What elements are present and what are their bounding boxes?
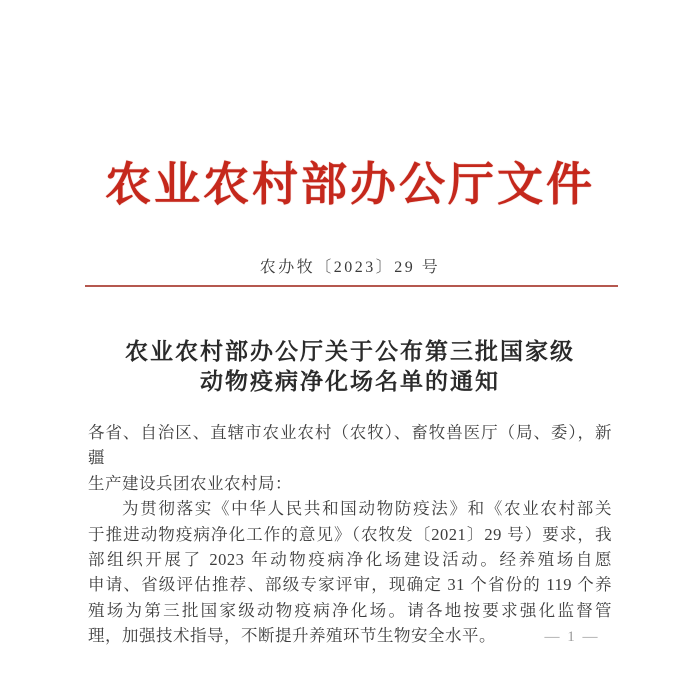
body-line-paragraph-6: 理，加强技术指导，不断提升养殖环节生物安全水平。	[88, 626, 496, 646]
body-line-salutation-1: 各省、自治区、直辖市农业农村（农牧）、畜牧兽医厅（局、委），新疆	[88, 423, 612, 468]
red-separator-rule	[85, 285, 618, 287]
body-line-paragraph-1: 为贯彻落实《中华人民共和国动物防疫法》和《农业农村部关	[122, 499, 612, 519]
body-line-paragraph-4: 申请、省级评估推荐、部级专家评审，现确定 31 个省份的 119 个养	[88, 575, 612, 595]
body-line-salutation-2: 生产建设兵团农业农村局：	[88, 473, 292, 493]
body-line-paragraph-5: 殖场为第三批国家级动物疫病净化场。请各地按要求强化监督管	[88, 600, 612, 620]
document-number: 农办牧〔2023〕29 号	[259, 259, 441, 276]
notice-title-line-2: 动物疫病净化场名单的通知	[200, 369, 500, 394]
notice-body	[88, 420, 612, 649]
body-line-paragraph-2: 于推进动物疫病净化工作的意见》（农牧发〔2021〕29 号）要求，我	[88, 524, 612, 544]
body-line-paragraph-3: 部组织开展了 2023 年动物疫病净化场建设活动。经养殖场自愿	[88, 550, 612, 570]
notice-title	[0, 337, 700, 397]
document-header-title: 农业农村部办公厅文件	[105, 159, 595, 210]
page-number-footer: — 1 —	[544, 629, 600, 645]
notice-title-line-1: 农业农村部办公厅关于公布第三批国家级	[125, 339, 575, 364]
